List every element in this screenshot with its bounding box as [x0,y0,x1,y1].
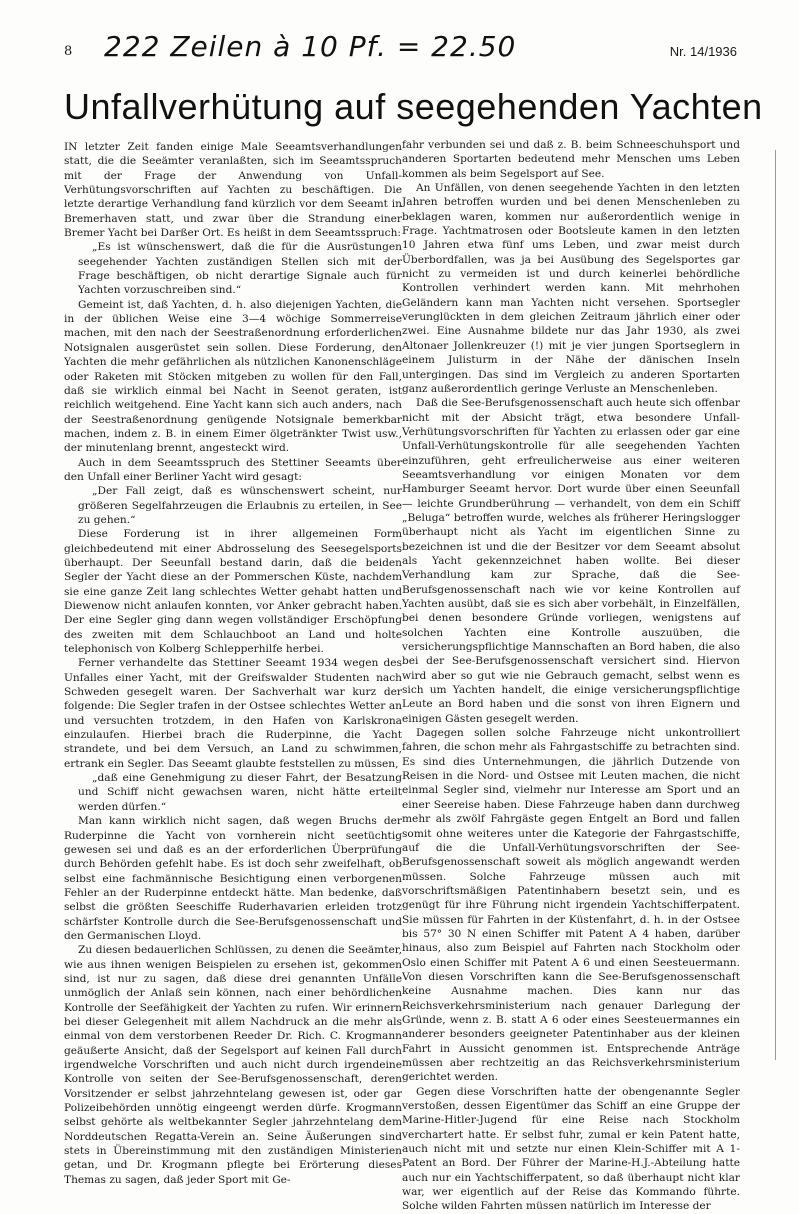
article-title: Unfallverhütung auf seegehenden Yachten [64,86,763,127]
handwritten-note: 222 Zeilen à 10 Pf. = 22.50 [104,30,517,63]
paragraph: fahr verbunden sei und daß z. B. beim Schneeschuhsport und anderen Sportarten bedeutend mehr Menschen ums Leben kommen als beim Segelsport auf See. [402,139,740,180]
paragraph: Auch in dem Seeamtsspruch des Stettiner Seeamts über den Unfall einer Berliner Yacht wird gesagt: [64,456,402,483]
paragraph: Gegen diese Vorschriften hatte der obengenannte Segler verstoßen, dessen Eigentümer das Schiff an eine Gruppe der Marine-Hitler-Jugend für eine Reise nach Stockholm verchartert hatte. Er selbst fuhr, zumal er kein Patent hatte, auch nicht mit und setzte nur einen Klein-Schiffer mit A 1-Patent an Bord. Der Führer der Marine-H.J.-Abteilung hatte auch nur ein Yachtschifferpatent, so daß überhaupt nicht klar war, wer eigentlich auf der Reise das Kommando führte. Solche wilden Fahrten müssen natürlich im Interesse der [402,1085,740,1213]
issue-number: Nr. 14/1936 [669,44,737,59]
paragraph: Gemeint ist, daß Yachten, d. h. also diejenigen Yachten, die in der üblichen Weise eine 3—4 wöchige Sommerreise machen, mit den nach der Seestraßenordnung erforderlichen Notsignalen ausgerüstet sein sollen. Diese Forderung, den Yachten die mehr gefährlichen als nützlichen Kanonenschläge oder Raketen mit Stöcken mitgeben zu wollen für den Fall, daß sie wirklich einmal bei Nacht in Seenot geraten, ist reichlich weitgehend. Eine Yacht kann sich auch anders, nach der Seestraßenordnung genügende Notsignale bemerkbar machen, indem z. B. in einem Eimer ölgetränkter Twist usw., der minutenlang brennt, angesteckt wird. [64,298,402,455]
quote-paragraph: „Der Fall zeigt, daß es wünschenswert scheint, nur größeren Segelfahrzeugen die Erlaubnis zu erteilen, in See zu gehen.“ [78,485,402,526]
paragraph: Man kann wirklich nicht sagen, daß wegen Bruchs der Ruderpinne die Yacht von vornherein nicht seetüchtig gewesen sei und daß es an der erforderlichen Überprüfung durch Behörden gefehlt habe. Es ist doch sehr zweifelhaft, ob selbst eine fachmännische Besichtigung einen verborgenen Fehler an der Ruderpinne entdeckt hätte. Man bedenke, daß selbst die größten Seeschiffe Ruderhavarien erleiden trotz schärfster Kontrolle durch die See-Berufsgenossenschaft und den Germanischen Lloyd. [64,815,402,942]
paragraph: Diese Forderung ist in ihrer allgemeinen Form gleichbedeutend mit einer Abdrosselung des Seesegelsports überhaupt. Der Seeunfall bestand darin, daß die beiden Segler der Yacht diese an der Pommerschen Küste, nachdem sie eine ganze Zeit lang schlechtes Wetter gehabt hatten und Diewenow nicht anlaufen konnten, vor Anker gebracht haben. Der eine Segler ging dann wegen vollständiger Erschöpfung des zweiten mit dem Schlauchboot an Land und holte telephonisch von Kolberg Schlepperhilfe herbei. [64,528,402,656]
paragraph: An Unfällen, von denen seegehende Yachten in den letzten Jahren betroffen wurden und bei denen Menschenleben zu beklagen waren, kommen nur außerordentlich wenige in Frage. Yachtmatrosen oder Bootsleute kamen in den letzten 10 Jahren etwa fünf ums Leben, und zwar meist durch Überbordfallen, was ja bei Ausübung des Segelsportes gar nicht zu vermeiden ist und durch keinerlei behördliche Kontrollen verhindert werden kann. Mit mehrhohen Geländern kann man Yachten nicht versehen. Sportsegler verunglückten in dem gleichen Zeitraum jährlich einer oder zwei. Eine Ausnahme bildete nur das Jahr 1930, als zwei Altonaer Jollenkreuzer (!) mit je vier jungen Sportseglern in einem Julisturm in der Nähe der dänischen Inseln untergingen. Das sind im Vergleich zu anderen Sportarten ganz außerordentlich geringe Verluste an Menschenleben. [402,182,740,395]
left-column [64,140,402,1187]
paragraph: Dagegen sollen solche Fahrzeuge nicht unkontrolliert fahren, die schon mehr als Fahrgastschiffe zu betrachten sind. Es sind dies Unternehmungen, die jährlich Dutzende von Reisen in die Nord- und Ostsee mit Leuten machen, die nicht einmal Segler sind, vielmehr nur Interesse am Sport und an einer Seereise haben. Diese Fahrzeuge haben dann durchweg mehr als zwölf Fahrgäste gegen Entgelt an Bord und fallen somit ohne weiteres unter die Kategorie der Fahrgastschiffe, auf die die Unfall-Verhütungsvorschriften der See-Berufsgenossenschaft soweit als möglich angewandt werden müssen. Solche Fahrzeuge müssen auch mit vorschriftsmäßigen Patentinhabern besetzt sein, und es genügt für ihre Führung nicht irgendein Yachtschifferpatent. Sie müssen für Fahrten in der Küstenfahrt, d. h. in der Ostsee bis 57° 30 N einen Schiffer mit Patent A 4 haben, darüber hinaus, also zum Beispiel auf Fahrten nach Stockholm oder Oslo einen Schiffer mit Patent A 6 und einen Seesteuermann. Von diesen Vorschriften kann die See-Berufsgenossenschaft keine Ausnahme machen. Dies kann nur das Reichsverkehrsministerium nach genauer Darlegung der Gründe, wenn z. B. statt A 6 oder eines Seesteuermannes ein anderer besonders geeigneter Patentinhaber aus der kleinen Fahrt in Aussicht genommen ist. Entsprechende Anträge müssen aber rechtzeitig an das Reichsverkehrsministerium gerichtet werden. [402,727,740,1084]
right-column [402,138,740,1214]
paragraph: Daß die See-Berufsgenossenschaft auch heute sich offenbar nicht mit der Absicht trägt, etwa besondere Unfall-Verhütungsvorschriften für Yachten zu erlassen oder gar eine Unfall-Verhütungskontrolle für alle seegehenden Yachten einzuführen, geht erfreulicherweise aus einer weiteren Seeamtsverhandlung vor einigen Monaten vor dem Hamburger Seeamt hervor. Dort wurde über einen Seeunfall — leichte Grundberührung — verhandelt, von dem ein Schiff „Beluga“ betroffen wurde, welches als früherer Heringslogger überhaupt nicht als Yacht im eigentlichen Sinne zu bezeichnen ist und die der Besitzer vor dem Seeamt absolut als Yacht gekennzeichnet haben wollte. Bei dieser Verhandlung kam zur Sprache, daß die See-Berufsgenossenschaft nach wie vor keine Kontrollen auf Yachten ausübt, daß sie es sich aber vorbehält, in Einzelfällen, bei denen besondere Gründe vorliegen, wenigstens auf solchen Yachten eine Kontrolle auszuüben, die versicherungspflichtige Mannschaften an Bord haben, die also bei der See-Berufsgenossenschaft versichert sind. Hiervon wird aber so gut wie nie Gebrauch gemacht, selbst wenn es sich um Yachten handelt, die einige versicherungspflichtige Leute an Bord haben und die sonst von ihren Eignern und einigen Gästen gesegelt werden. [402,397,740,725]
page-number: 8 [64,44,73,59]
paragraph: Zu diesen bedauerlichen Schlüssen, zu denen die Seeämter, wie aus ihnen wenigen Beispielen zu ersehen ist, gekommen sind, ist nur zu sagen, daß diese drei genannten Unfälle unmöglich der Anlaß sein können, nach einer behördlichen Kontrolle der Seefähigkeit der Yachten zu rufen. Wir erinnern bei dieser Gelegenheit mit allem Nachdruck an die mehr als einmal von dem verstorbenen Reeder Dr. Rich. C. Krogmann geäußerte Ansicht, daß der Segelsport auf keinen Fall durch irgendwelche Vorschriften und auch nicht durch irgendeine Kontrolle von seiten der See-Berufsgenossenschaft, deren Vorsitzender er selbst jahrzehntelang gewesen ist, oder gar Polizeibehörden unnötig eingeengt werden dürfe. Krogmann selbst gehörte als weltbekannter Segler jahrzehntelang dem Norddeutschen Regatta-Verein an. Seine Äußerungen sind stets in Übereinstimmung mit den zuständigen Ministerien getan, und Dr. Krogmann pflegte bei Erörterung dieses Themas zu sagen, daß jeder Sport mit Ge- [64,944,402,1186]
paragraph: Ferner verhandelte das Stettiner Seeamt 1934 wegen des Unfalles einer Yacht, mit der Greifswalder Studenten nach Schweden gesegelt waren. Der Sachverhalt war kurz der folgende: Die Segler trafen in der Ostsee schlechtes Wetter an und versuchten trotzdem, in den Hafen von Karlskrona einzulaufen. Hierbei brach die Ruderpinne, die Yacht strandete, und bei dem Versuch, an Land zu schwimmen, ertrank ein Segler. Das Seeamt glaubte feststellen zu müssen, [64,657,402,770]
margin-rule [775,150,776,1060]
quote-paragraph: „daß eine Genehmigung zu dieser Fahrt, der Besatzung und Schiff nicht gewachsen waren, nicht hätte erteilt werden dürfen.“ [78,772,402,813]
quote-paragraph: „Es ist wünschenswert, daß die für die Ausrüstungen seegehender Yachten zuständigen Stellen sich mit der Frage beschäftigen, ob nicht derartige Signale auch für Yachten vorzuschreiben sind.“ [78,241,402,297]
paragraph: IN letzter Zeit fanden einige Male Seeamtsverhandlungen statt, die die Seeämter veranlaßten, sich im Seeamtsspruch mit der Frage der Anwendung von Unfall-Verhütungsvorschriften auf Yachten zu beschäftigen. Die letzte derartige Verhandlung fand kürzlich vor dem Seeamt in Bremerhaven statt, und zwar über die Strandung einer Bremer Yacht bei Darßer Ort. Es heißt in dem Seeamtsspruch: [64,141,402,240]
